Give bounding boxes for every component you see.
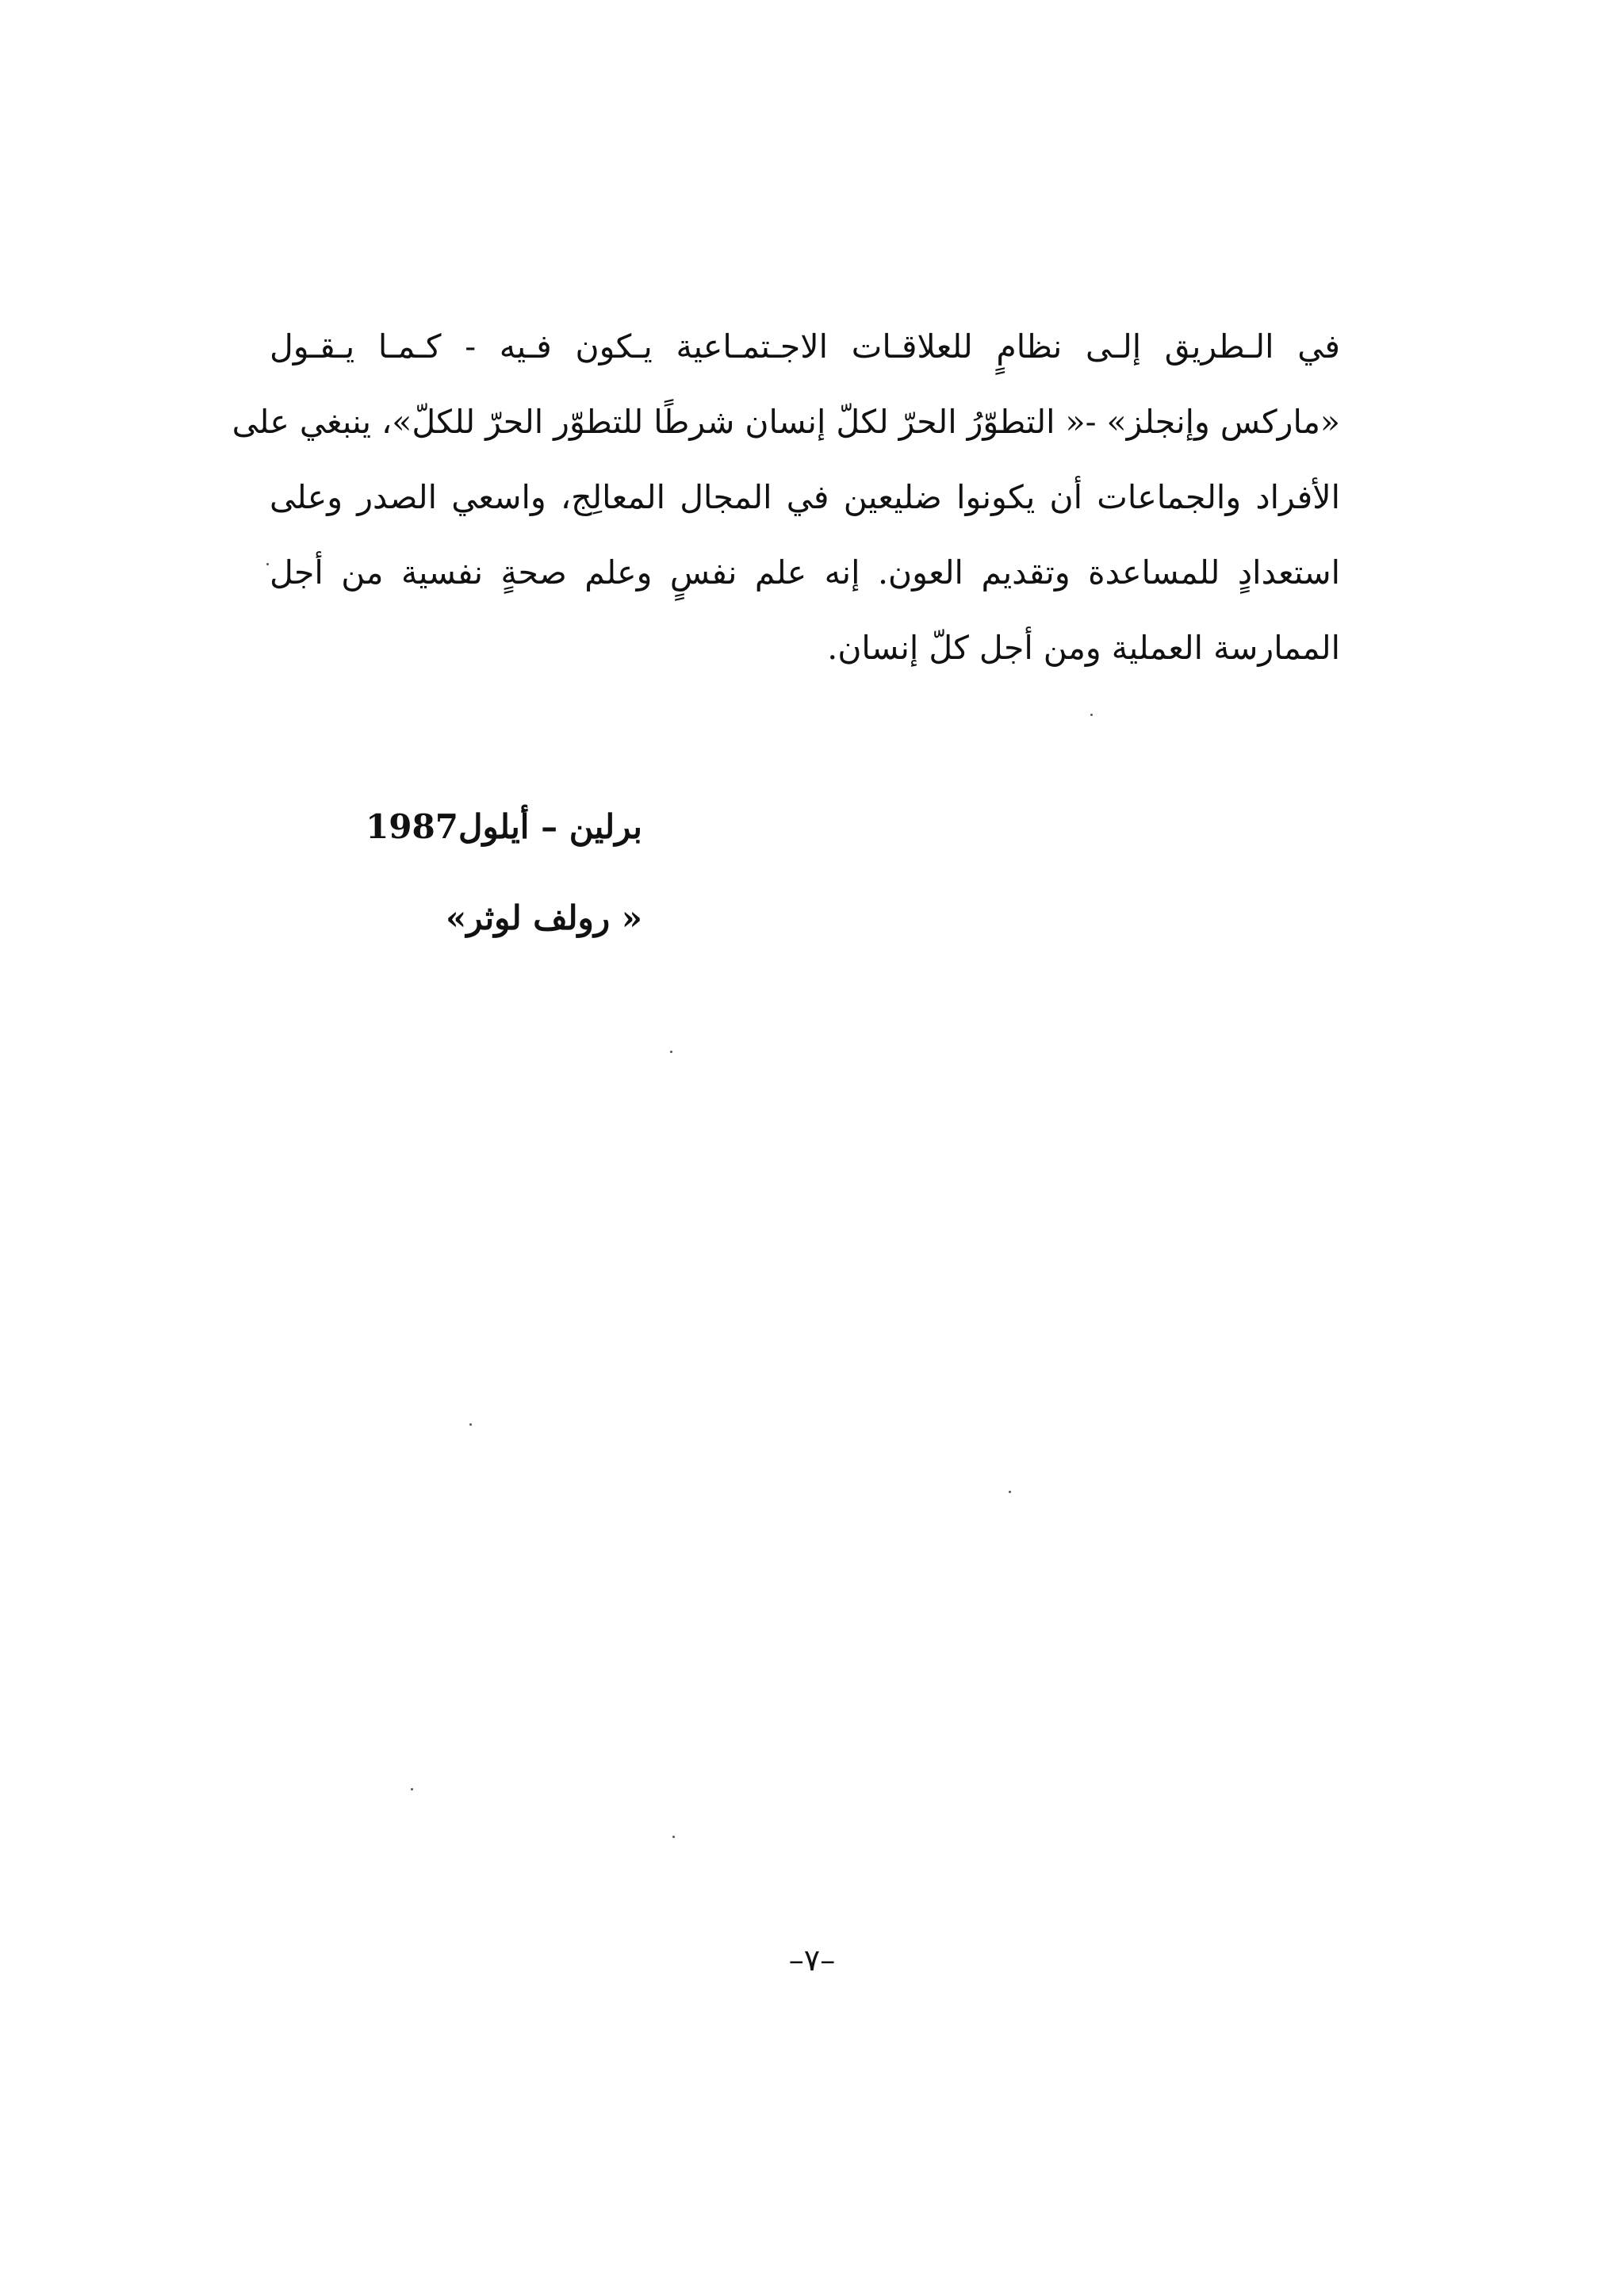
scan-speck xyxy=(670,1051,672,1053)
scan-speck xyxy=(1009,1491,1011,1493)
scan-speck xyxy=(266,563,269,565)
body-line: استعدادٍ للمساعدة وتقديم العون. إنه علم نفسٍ وعلم صحةٍ نفسية من أجل xyxy=(270,553,1340,592)
signature-block xyxy=(366,781,642,963)
body-line: الأفراد والجماعات أن يكونوا ضليعين في المجال المعالِج، واسعي الصدر وعلى xyxy=(270,478,1340,516)
body-line: «ماركس وإنجلز» -« التطوّرُ الحرّ لكلّ إنسان شرطًا للتطوّر الحرّ للكلّ»، ينبغي على xyxy=(232,403,1340,441)
scan-speck xyxy=(1090,714,1093,716)
scan-speck xyxy=(672,1836,675,1838)
author-name: « رولف لوثر» xyxy=(446,898,642,937)
body-line: الممارسة العملية ومن أجل كلّ إنسان. xyxy=(827,629,1340,667)
page-number: –٧– xyxy=(788,1943,836,1978)
body-paragraph xyxy=(232,309,1340,686)
scan-speck xyxy=(469,1423,472,1426)
scan-speck xyxy=(411,1788,413,1790)
place-date: برلين – أيلول1987 xyxy=(366,807,642,846)
body-line: في الـطريق إلـى نظامٍ للعلاقـات الاجـتمـاعية يـكون فـيه - كـمـا يـقـول xyxy=(270,327,1340,366)
